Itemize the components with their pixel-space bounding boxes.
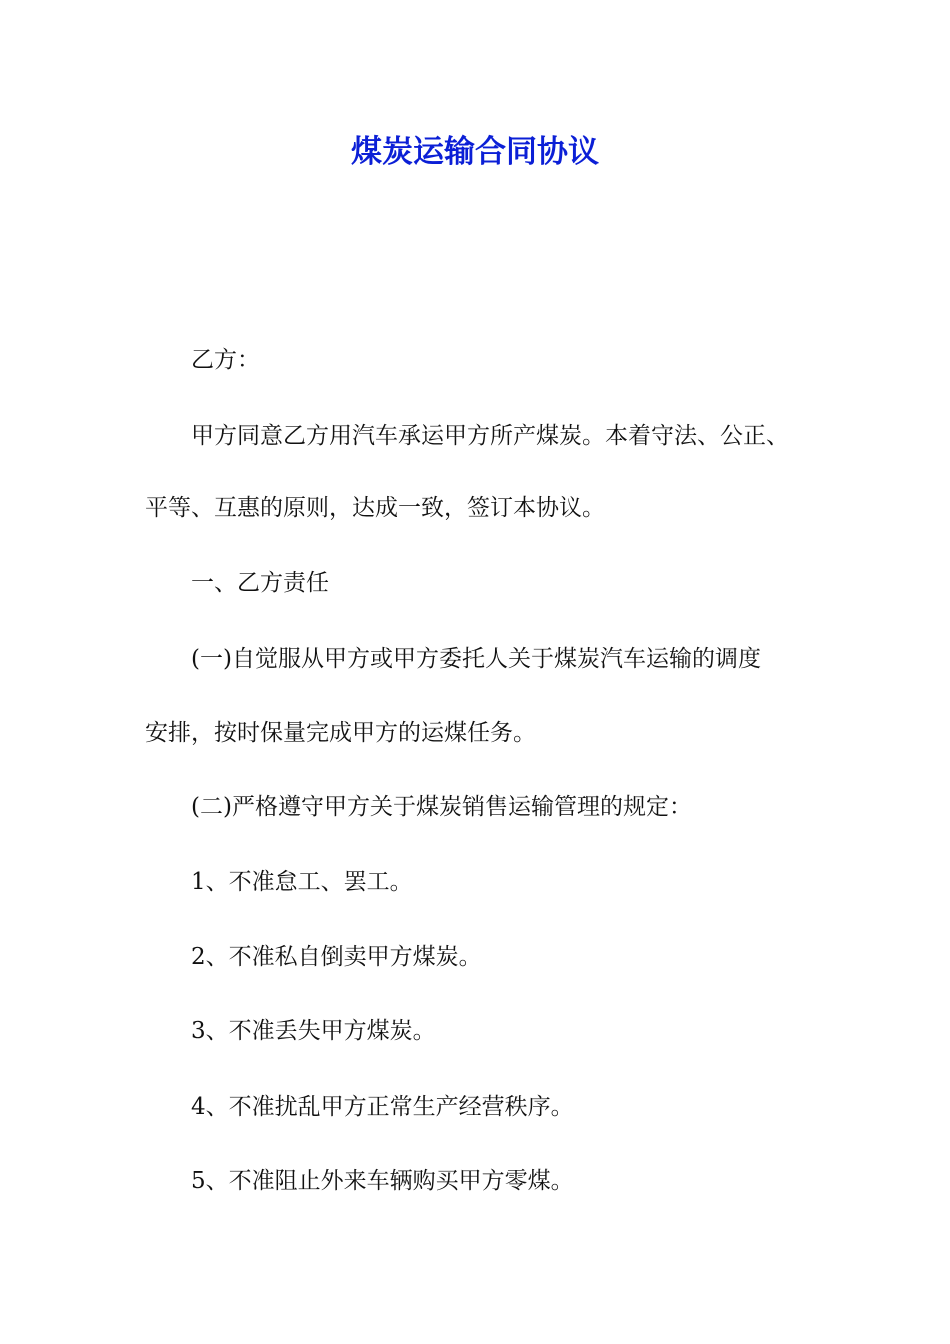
section-heading-party-b-duties: 一、乙方责任 [191, 570, 329, 596]
clause-1-line-2: 安排，按时保量完成甲方的运煤任务。 [145, 720, 536, 746]
clause-2: (二)严格遵守甲方关于煤炭销售运输管理的规定： [191, 794, 692, 820]
rule-item-5: 5、不准阻止外来车辆购买甲方零煤。 [191, 1168, 574, 1194]
rule-item-1: 1、不准怠工、罢工。 [191, 869, 413, 895]
rule-item-2: 2、不准私自倒卖甲方煤炭。 [191, 944, 482, 970]
intro-paragraph-line-2: 平等、互惠的原则，达成一致，签订本协议。 [145, 495, 605, 521]
intro-paragraph-line-1: 甲方同意乙方用汽车承运甲方所产煤炭。本着守法、公正、 [191, 423, 789, 449]
party-b-label: 乙方： [191, 347, 260, 373]
rule-item-4: 4、不准扰乱甲方正常生产经营秩序。 [191, 1094, 574, 1120]
document-title: 煤炭运输合同协议 [351, 134, 599, 170]
clause-1-line-1: (一)自觉服从甲方或甲方委托人关于煤炭汽车运输的调度 [191, 646, 761, 672]
rule-item-3: 3、不准丢失甲方煤炭。 [191, 1018, 436, 1044]
